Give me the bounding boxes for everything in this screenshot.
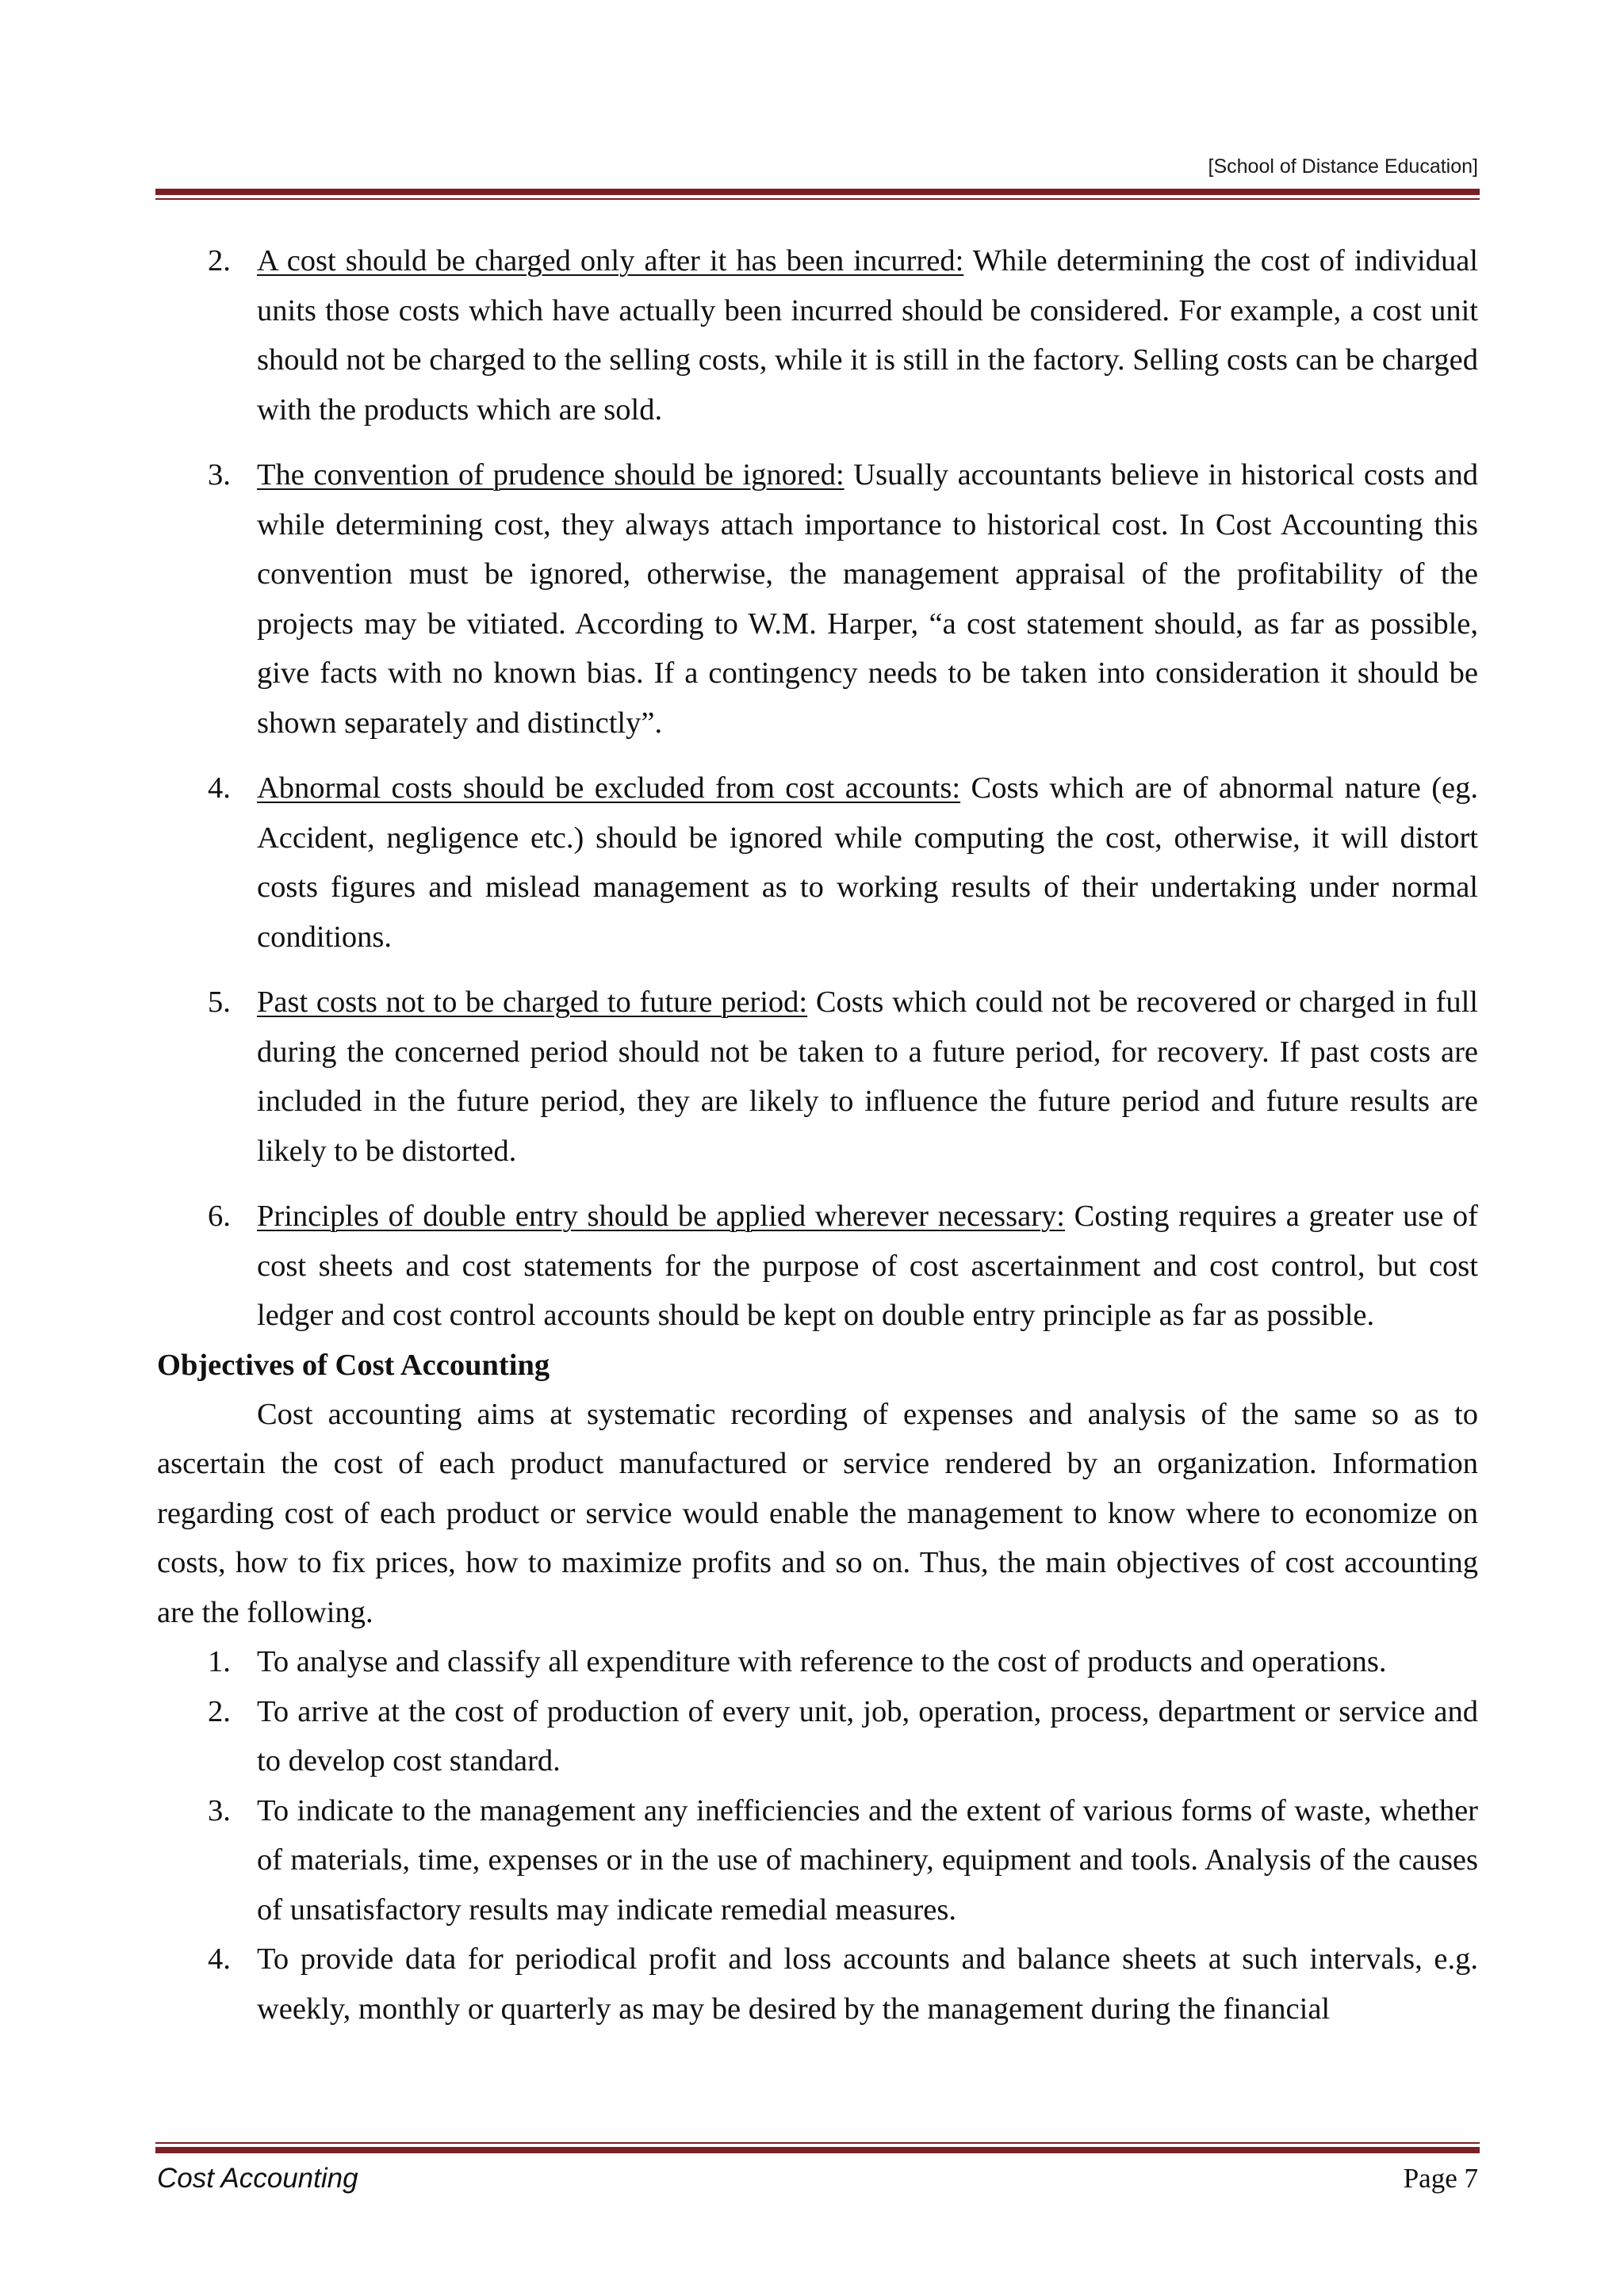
item-number: 5. [208,985,231,1019]
footer-rule-thin [155,2142,1480,2144]
principle-title: Principles of double entry should be applied wherever necessary: [257,1200,1065,1233]
header-rule [155,189,1480,195]
item-number: 3. [208,1793,231,1827]
list-item [157,763,1478,962]
principle-body: Costs which are of abnormal nature (eg. Accident, negligence etc.) should be ignored while computing the cost, otherwise, it will distort costs figures and mislead management as to working results of their undertaking under normal conditions. [257,771,1479,954]
list-item [157,1637,1478,1687]
list-item [157,1687,1478,1786]
item-number: 6. [208,1200,231,1233]
header-rule-thin [155,198,1480,200]
list-item [157,450,1478,748]
principle-title: Past costs not to be charged to future period: [257,985,808,1019]
item-number: 3. [208,458,231,492]
principle-body: Costing requires a greater use of cost sheets and cost statements for the purpose of cost ascertainment and cost control, but cost ledger and cost control accounts should be kept on double entry principle as far as possible. [257,1200,1479,1332]
page-header: [School of Distance Education] [1208,155,1478,178]
principle-title: The convention of prudence should be ignored: [257,458,845,492]
item-number: 4. [208,771,231,805]
intro-paragraph: Cost accounting aims at systematic recording of expenses and analysis of the same so as to ascertain the cost of each product manufactured or service rendered by an organization. Information regarding cost of each product or service would enable the management to know where to economize on costs, how to fix prices, how to maximize profits and so on. Thus, the main objectives of cost accounting are the following. [157,1397,1478,1629]
list-item [157,1786,1478,1935]
objective-text: To provide data for periodical profit and loss accounts and balance sheets at such intervals, e.g. weekly, monthly or quarterly as may be desired by the management during the financial [257,1942,1478,2026]
list-item [157,1192,1478,1341]
list-item [157,978,1478,1176]
objectives-list [157,1637,1478,2034]
objective-text: To arrive at the cost of production of every unit, job, operation, process, department or service and to develop cost standard. [257,1694,1478,1777]
list-item [157,236,1478,434]
principle-title: Abnormal costs should be excluded from cost accounts: [257,771,961,805]
item-number: 2. [208,244,231,277]
principle-title: A cost should be charged only after it has been incurred: [257,244,964,277]
principle-body: Costs which could not be recovered or charged in full during the concerned period should not be taken to a future period, for recovery. If past costs are included in the future period, they are likely to influence the future period and future results are likely to be distorted. [257,985,1478,1168]
item-number: 2. [208,1694,231,1728]
footer-title: Cost Accounting [157,2163,358,2194]
objective-text: To analyse and classify all expenditure with reference to the cost of products and operations. [257,1645,1387,1678]
principle-body: While determining the cost of individual units those costs which have actually been incurred should be considered. For example, a cost unit should not be charged to the selling costs, while it is still in the factory. Selling costs can be charged with the products which are sold. [257,244,1478,427]
item-number: 4. [208,1942,231,1976]
list-item [157,1934,1478,2034]
item-number: 1. [208,1645,231,1678]
section-heading: Objectives of Cost Accounting [157,1348,550,1382]
page-number: Page 7 [1403,2163,1478,2194]
principle-body: Usually accountants believe in historical costs and while determining cost, they always attach importance to historical cost. In Cost Accounting this convention must be ignored, otherwise, the management appraisal of the profitability of the projects may be vitiated. According to W.M. Harper, “a cost statement should, as far as possible, give facts with no known bias. If a contingency needs to be taken into consideration it should be shown separately and distinctly”. [257,458,1479,740]
objective-text: To indicate to the management any inefficiencies and the extent of various forms of waste, whether of materials, time, expenses or in the use of machinery, equipment and tools. Analysis of the causes of unsatisfactory results may indicate remedial measures. [257,1793,1478,1927]
footer-rule [155,2147,1480,2153]
page-body [157,236,1478,2034]
principles-list [157,236,1478,1341]
